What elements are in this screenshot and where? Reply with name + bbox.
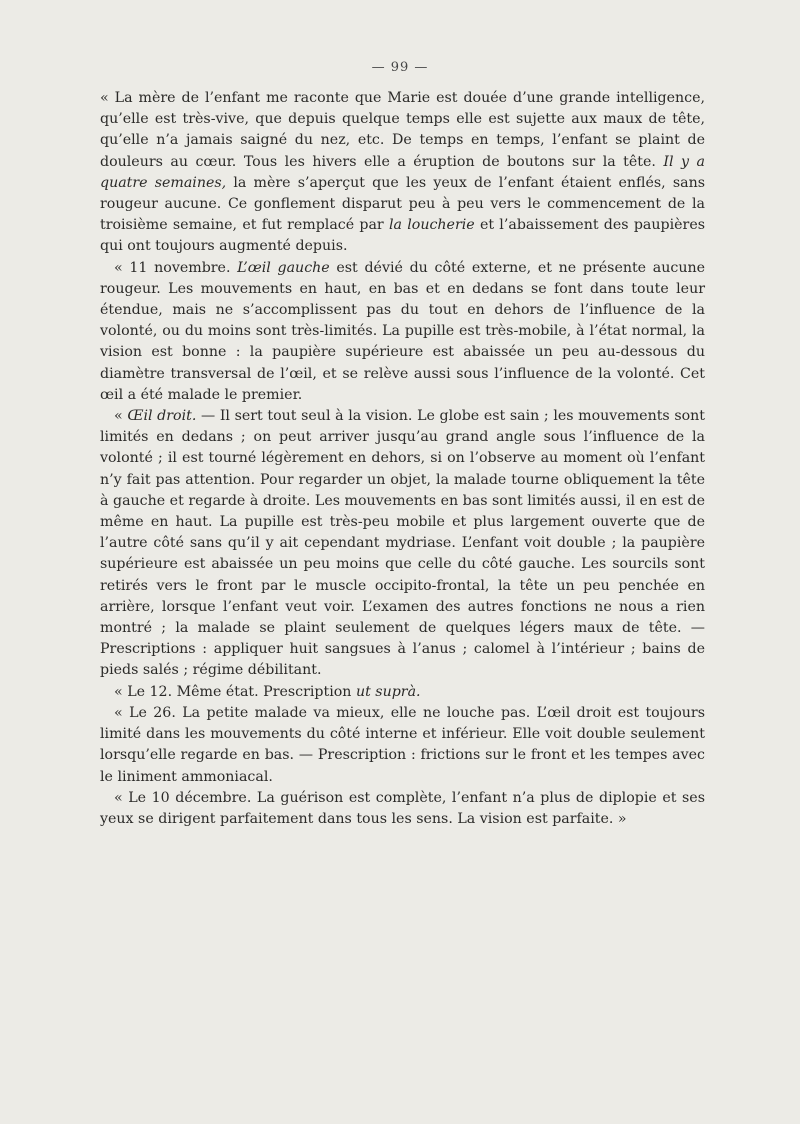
text-run: est dévié du côté externe, et ne présente aucune rougeur. Les mouvements en haut, en bas et en dedans se font dans toute leur étendue, mais ne s’accomplissent pas du tout en dehors de l’influence de la volonté, ou du moins sont très-limités. La pupille est très-mobile, à l’état normal, la vision est bonne : la paupière supérieure est abaissée un peu au-dessous du diamètre transversal de l’œil, et se relève aussi sous l’influence de la volonté. Cet œil a été malade le premier. [100, 259, 705, 403]
text-run: « [114, 408, 128, 425]
italic-text: L’œil gauche [237, 259, 330, 276]
text-run: la mère s’aperçut que les yeux de l’enfant étaient enflés, sans rougeur aucune. Ce gonflement disparut peu à peu vers le commencement de la troisième semaine, et fut remplacé par [100, 174, 705, 234]
body-text [100, 88, 705, 830]
paragraph [100, 88, 705, 258]
paragraph [100, 682, 705, 703]
text-run: « 11 novembre. [114, 259, 238, 276]
text-run: « Le 26. La petite malade va mieux, elle ne louche pas. L’œil droit est toujours limité dans les mouvements du côté interne et inférieur. Elle voit double seulement lorsqu’elle regarde en bas. — Prescription : frictions sur le front et les tempes avec le liniment ammoniacal. [100, 704, 705, 785]
italic-text: Il y a quatre semaines, [100, 153, 705, 191]
paragraph [100, 703, 705, 788]
paragraph [100, 788, 705, 830]
italic-text: ut suprà. [355, 683, 421, 700]
paragraph [100, 258, 705, 406]
italic-text: la loucherie [388, 217, 475, 234]
page-number: — 99 — [371, 60, 429, 75]
text-run: « La mère de l’enfant me raconte que Marie est douée d’une grande intelligence, qu’elle est très-vive, que depuis quelque temps elle est sujette aux maux de tête, qu’elle n’a jamais saigné du nez, etc. De temps en temps, l’enfant se plaint de douleurs au cœur. Tous les hivers elle a éruption de boutons sur la tête. [100, 90, 705, 170]
text-run: « Le 10 décembre. La guérison est complète, l’enfant n’a plus de diplopie et ses yeux se dirigent parfaitement dans tous les sens. La vision est parfaite. » [100, 789, 705, 827]
text-run: « Le 12. Même état. Prescription [114, 683, 356, 700]
text-run: — Il sert tout seul à la vision. Le globe est sain ; les mouvements sont limités en dedans ; on peut arriver jusqu’au grand angle sous l’influence de la volonté ; il est tourné légèrement en dehors, si on l’observe au moment où l’enfant n’y fait pas attention. Pour regarder un objet, la malade tourne obliquement la tête à gauche et regarde à droite. Les mouvements en bas sont limités aussi, il en est de même en haut. La pupille est très-peu mobile et plus largement ouverte que de l’autre côté sans qu’il y ait cependant mydriase. L’enfant voit double ; la paupière supérieure est abaissée un peu moins que celle du côté gauche. Les sourcils sont retirés vers le front par le muscle occipito-frontal, la tête un peu penchée en arrière, lorsque l’enfant veut voir. L’examen des autres fonctions ne nous a rien montré ; la malade se plaint seulement de quelques légers maux de tête. — Prescriptions : appliquer huit sangsues à l’anus ; calomel à l’intérieur ; bains de pieds salés ; régime débilitant. [100, 408, 705, 679]
paragraph [100, 406, 705, 682]
text-run: et l’abaissement des paupières qui ont toujours augmenté depuis. [100, 217, 705, 255]
italic-text: Œil droit. [127, 408, 197, 425]
